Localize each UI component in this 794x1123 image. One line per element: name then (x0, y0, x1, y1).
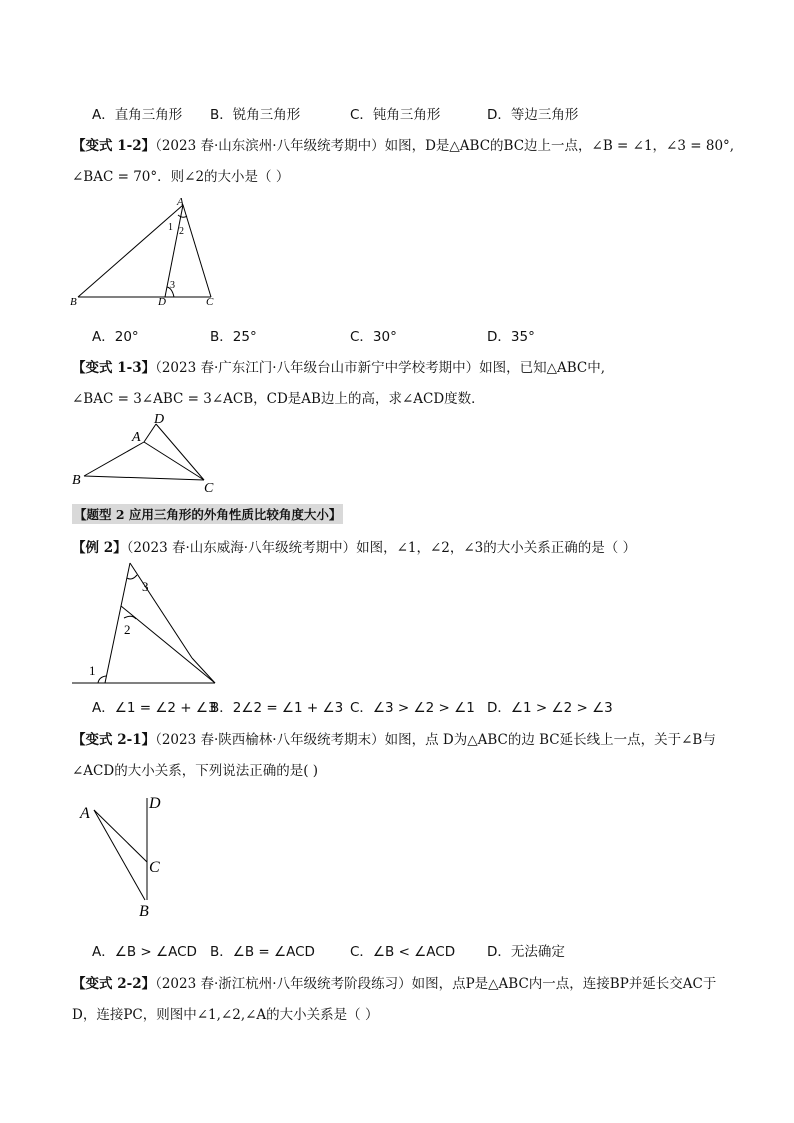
q12-label-2: 2 (179, 226, 184, 237)
ex2-option-a: A．∠1 = ∠2 + ∠3 (92, 700, 217, 716)
ex2-option-d: D．∠1 > ∠2 > ∠3 (487, 700, 613, 716)
q21-label-d: D (149, 795, 161, 812)
q21-tag: 【变式 2-1】 (72, 732, 156, 748)
q21-segment-ab (94, 810, 145, 900)
q12-figure (70, 195, 230, 308)
q12-label-3: 3 (170, 280, 175, 291)
q12-line1 (72, 134, 734, 154)
q12-line2: ∠BAC = 70°．则∠2的大小是（ ） (72, 169, 290, 185)
q12-label-d: D (158, 296, 166, 308)
q13-label-a: A (132, 430, 141, 445)
q13-tag: 【变式 1-3】 (72, 360, 156, 376)
q12-option-b: B．25° (210, 329, 257, 345)
q12-label-1: 1 (168, 222, 173, 233)
prev-option-c: C．钝角三角形 (350, 107, 441, 123)
q21-segment-ac (94, 810, 147, 862)
ex2-right-side (130, 563, 192, 658)
ex2-option-c: C．∠3 > ∠2 > ∠1 (350, 700, 475, 716)
q21-line1 (72, 728, 716, 748)
q13-line2: ∠BAC = 3∠ABC = 3∠ACB，CD是AB边上的高，求∠ACD度数． (72, 391, 485, 407)
q13-text-1: （2023 春·广东江门·八年级台山市新宁中学校考期中）如图，已知△ABC中, (155, 360, 605, 376)
q12-option-a: A．20° (92, 329, 139, 345)
q21-label-b: B (139, 903, 149, 920)
ex2-figure (70, 558, 230, 688)
q12-option-c: C．30° (350, 329, 397, 345)
q13-label-d: D (154, 412, 165, 427)
q12-label-a: A (177, 196, 184, 208)
prev-option-a: A．直角三角形 (92, 107, 183, 123)
q13-segment-dc (156, 424, 204, 480)
q21-option-c: C．∠B < ∠ACD (350, 944, 456, 960)
q12-segment-ac (183, 205, 211, 297)
q13-figure (70, 410, 230, 495)
prev-option-b: B．锐角三角形 (210, 107, 301, 123)
q21-figure (72, 790, 192, 925)
q22-line1 (72, 972, 716, 992)
q21-label-a: A (80, 805, 90, 822)
section2-title: 【题型 2 应用三角形的外角性质比较角度大小】 (72, 504, 343, 524)
q13-label-b: B (72, 473, 81, 488)
q12-label-c: C (206, 296, 214, 308)
ex2-option-b: B．2∠2 = ∠1 + ∠3 (210, 700, 344, 716)
q21-text-1: （2023 春·陕西榆林·八年级统考期末）如图，点 D为△ABC的边 BC延长线上一点，关于∠B与 (155, 732, 716, 748)
q21-line2: ∠ACD的大小关系，下列说法正确的是( ) (72, 763, 319, 779)
q22-tag: 【变式 2-2】 (72, 976, 156, 992)
q13-segment-bc (84, 476, 204, 480)
prev-option-d: D．等边三角形 (487, 107, 579, 123)
ex2-text-1: （2023 春·山东威海·八年级统考期中）如图，∠1，∠2，∠3的大小关系正确的是（ ） (126, 540, 637, 556)
ex2-angle-arc-3 (127, 575, 137, 579)
ex2-tag: 【例 2】 (72, 540, 127, 556)
q21-option-d: D．无法确定 (487, 944, 565, 960)
q12-text-1: （2023 春·山东滨州·八年级统考期中）如图，D是△ABC的BC边上一点，∠B = ∠1，∠3 = 80°, (155, 138, 735, 154)
ex2-extension (192, 658, 215, 683)
q12-tag: 【变式 1-2】 (72, 138, 156, 154)
q13-segment-ba (84, 442, 144, 476)
q21-option-b: B．∠B = ∠ACD (210, 944, 315, 960)
q13-line1 (72, 356, 605, 376)
q12-option-d: D．35° (487, 329, 535, 345)
ex2-label-1: 1 (89, 663, 96, 678)
q13-segment-ac (144, 442, 204, 480)
ex2-label-3: 3 (142, 579, 149, 594)
q22-line2: D，连接PC，则图中∠1,∠2,∠A的大小关系是（ ） (72, 1007, 379, 1023)
ex2-line1 (72, 536, 636, 556)
ex2-label-2: 2 (124, 622, 131, 637)
q21-label-c: C (149, 859, 160, 876)
q12-label-b: B (70, 296, 77, 308)
q22-text-1: （2023 春·浙江杭州·八年级统考阶段练习）如图，点P是△ABC内一点，连接BP并延长交AC于 (155, 976, 717, 992)
q21-option-a: A．∠B > ∠ACD (92, 944, 197, 960)
q13-label-c: C (204, 481, 214, 496)
